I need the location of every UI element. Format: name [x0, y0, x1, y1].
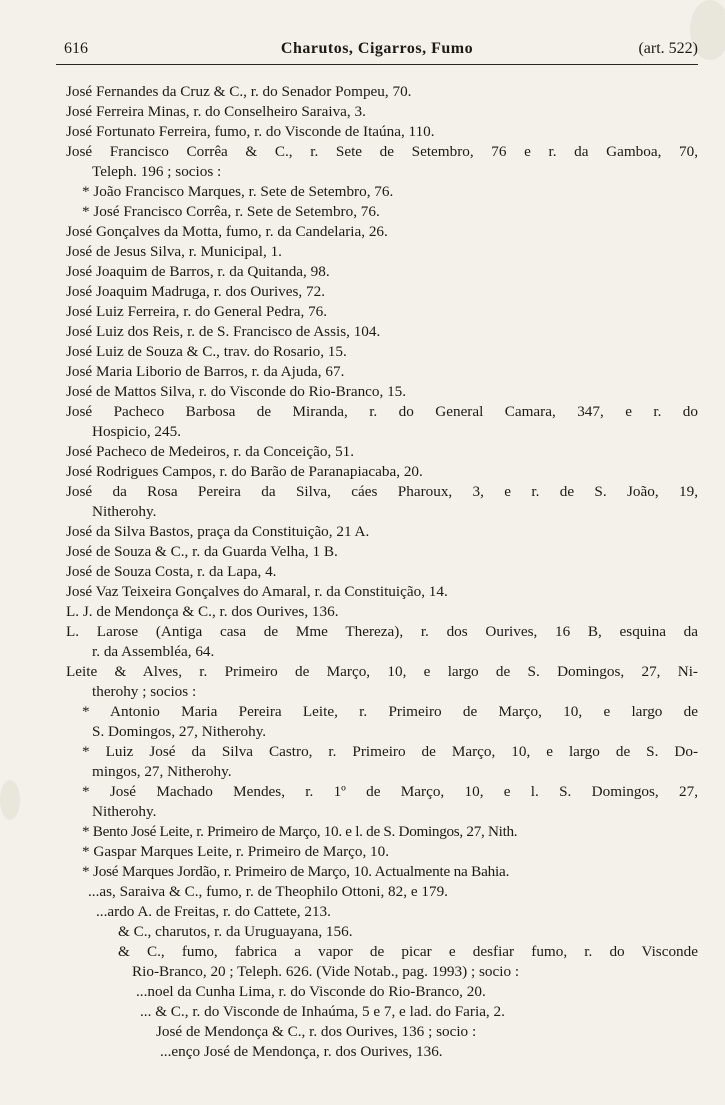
- entry-line: ...as, Saraiva & C., fumo, r. de Theophilo Ottoni, 82, e 179.: [88, 883, 448, 900]
- entry-line: * João Francisco Marques, r. Sete de Setembro, 76.: [82, 183, 394, 200]
- entry-line: r. da Assembléa, 64.: [92, 643, 215, 660]
- entry-line: Teleph. 196 ; socios :: [92, 163, 222, 180]
- entry-line: ...enço José de Mendonça, r. dos Ourives, 136.: [160, 1043, 443, 1060]
- entry-line: José Joaquim Madruga, r. dos Ourives, 72.: [66, 283, 326, 300]
- page-header: [56, 40, 698, 62]
- entry-line: L. Larose (Antiga casa de Mme Thereza), r. dos Ourives, 16 B, esquina da: [66, 623, 698, 640]
- entry-line: * José Machado Mendes, r. 1º de Março, 10, e l. S. Domingos, 27,: [82, 783, 698, 800]
- entry-line: & C., fumo, fabrica a vapor de picar e desfiar fumo, r. do Visconde: [118, 943, 698, 960]
- entry-line: José Fernandes da Cruz & C., r. do Senador Pompeu, 70.: [66, 83, 412, 100]
- entry-line: * Antonio Maria Pereira Leite, r. Primeiro de Março, 10, e largo de: [82, 703, 698, 720]
- page-title: Charutos, Cigarros, Fumo: [280, 40, 474, 57]
- entry-line: José de Souza Costa, r. da Lapa, 4.: [66, 563, 277, 580]
- article-reference: (art. 522): [638, 40, 698, 57]
- entry-line: José de Jesus Silva, r. Municipal, 1.: [66, 243, 282, 260]
- entry-line: Leite & Alves, r. Primeiro de Março, 10, e largo de S. Domingos, 27, Ni-: [66, 663, 698, 680]
- entry-line: ...noel da Cunha Lima, r. do Visconde do Rio-Branco, 20.: [136, 983, 486, 1000]
- entry-line: * Luiz José da Silva Castro, r. Primeiro de Março, 10, e largo de S. Do-: [82, 743, 698, 760]
- entry-line: ...ardo A. de Freitas, r. do Cattete, 213.: [96, 903, 331, 920]
- entry-line: José de Mendonça & C., r. dos Ourives, 136 ; socio :: [156, 1023, 477, 1040]
- entry-line: * José Francisco Corrêa, r. Sete de Setembro, 76.: [82, 203, 380, 220]
- entry-line: José Rodrigues Campos, r. do Barão de Paranapiacaba, 20.: [66, 463, 423, 480]
- entry-line: José Fortunato Ferreira, fumo, r. do Visconde de Itaúna, 110.: [66, 123, 435, 140]
- entry-line: & C., charutos, r. da Uruguayana, 156.: [118, 923, 353, 940]
- entry-line: José da Rosa Pereira da Silva, cáes Pharoux, 3, e r. de S. João, 19,: [66, 483, 698, 500]
- entry-line: José Maria Liborio de Barros, r. da Ajuda, 67.: [66, 363, 345, 380]
- entry-line: * Gaspar Marques Leite, r. Primeiro de Março, 10.: [82, 843, 390, 860]
- entry-line: * José Marques Jordão, r. Primeiro de Março, 10. Actualmente na Bahia.: [82, 863, 510, 880]
- entry-line: therohy ; socios :: [92, 683, 197, 700]
- entry-line: José Vaz Teixeira Gonçalves do Amaral, r. da Constituição, 14.: [66, 583, 448, 600]
- entry-line: José Luiz Ferreira, r. do General Pedra, 76.: [66, 303, 328, 320]
- entry-line: José Gonçalves da Motta, fumo, r. da Candelaria, 26.: [66, 223, 388, 240]
- entry-line: José Ferreira Minas, r. do Conselheiro Saraiva, 3.: [66, 103, 366, 120]
- entry-line: José de Souza & C., r. da Guarda Velha, 1 B.: [66, 543, 338, 560]
- entry-line: José de Mattos Silva, r. do Visconde do Rio-Branco, 15.: [66, 383, 407, 400]
- entry-line: José Joaquim de Barros, r. da Quitanda, 98.: [66, 263, 330, 280]
- entry-line: José Pacheco de Medeiros, r. da Conceição, 51.: [66, 443, 355, 460]
- entry-line: L. J. de Mendonça & C., r. dos Ourives, 136.: [66, 603, 339, 620]
- paper-stain: [0, 780, 20, 820]
- entry-line: José da Silva Bastos, praça da Constituição, 21 A.: [66, 523, 370, 540]
- entry-line: ... & C., r. do Visconde de Inhaúma, 5 e 7, e lad. do Faria, 2.: [140, 1003, 505, 1020]
- header-rule: [56, 64, 698, 65]
- entry-line: José Luiz dos Reis, r. de S. Francisco de Assis, 104.: [66, 323, 381, 340]
- entry-line: José Pacheco Barbosa de Miranda, r. do General Camara, 347, e r. do: [66, 403, 698, 420]
- entry-line: * Bento José Leite, r. Primeiro de Março, 10. e l. de S. Domingos, 27, Nith.: [82, 823, 518, 840]
- page-number: 616: [64, 40, 88, 57]
- entry-line: José Luiz de Souza & C., trav. do Rosario, 15.: [66, 343, 347, 360]
- entry-line: José Francisco Corrêa & C., r. Sete de Setembro, 76 e r. da Gamboa, 70,: [66, 143, 698, 160]
- entry-line: Nitherohy.: [92, 503, 157, 520]
- entry-line: mingos, 27, Nitherohy.: [92, 763, 232, 780]
- entry-line: Hospicio, 245.: [92, 423, 182, 440]
- entry-line: Rio-Branco, 20 ; Teleph. 626. (Vide Notab., pag. 1993) ; socio :: [132, 963, 520, 980]
- entry-line: Nitherohy.: [92, 803, 157, 820]
- entry-line: S. Domingos, 27, Nitherohy.: [92, 723, 267, 740]
